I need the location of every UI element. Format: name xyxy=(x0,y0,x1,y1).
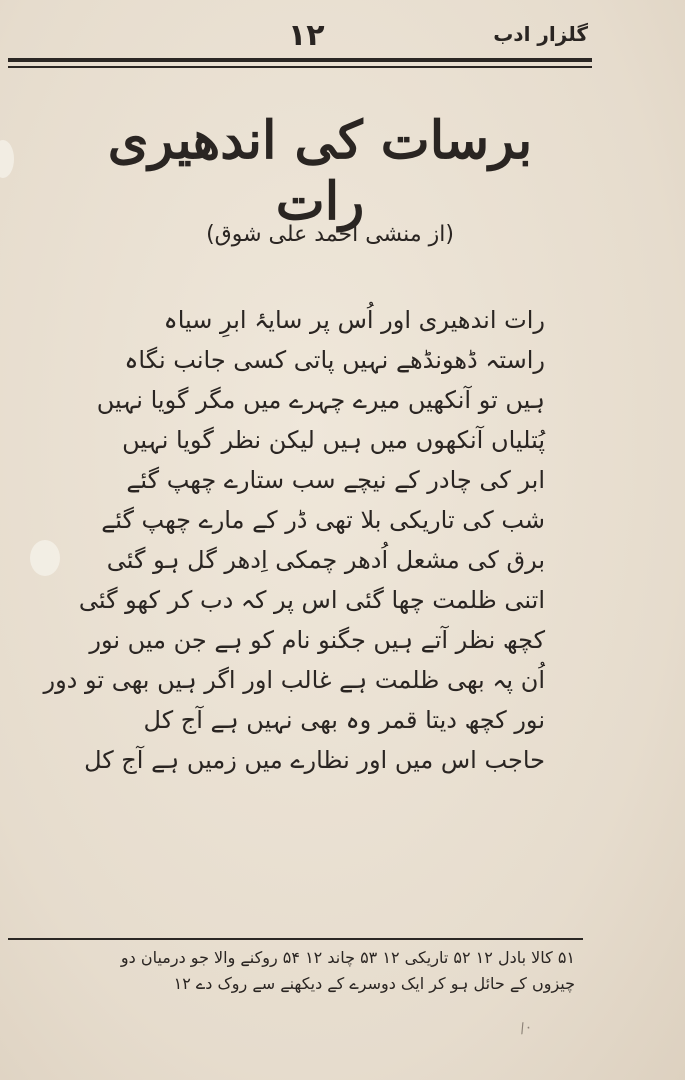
page-header xyxy=(8,18,596,58)
verse-line: ابر کی چادر کے نیچے سب ستارے چھپ گئے xyxy=(126,466,545,494)
verse-line: اُن پہ بھی ظلمت ہے غالب اور اگر ہیں بھی تو دور xyxy=(43,666,545,694)
page-number: ۱۲ xyxy=(288,18,325,53)
footnotes xyxy=(20,945,575,997)
verse-line: حاجب اس میں اور نظارے میں زمیں ہے آج کل xyxy=(84,746,545,774)
verse-line: نور کچھ دیتا قمر وہ بھی نہیں ہے آج کل xyxy=(143,706,545,734)
journal-name: گلزار ادب xyxy=(493,22,588,46)
footnote-rule xyxy=(8,938,583,940)
verse-line: برق کی مشعل اُدھر چمکی اِدھر گل ہو گئی xyxy=(106,546,545,574)
verse-line: رات اندھیری اور اُس پر سایۂ ابرِ سیاہ xyxy=(163,306,545,334)
verse-line: اتنی ظلمت چھا گئی اس پر کہ دب کر کھو گئی xyxy=(78,586,545,614)
footnote-line: ۵۱ کالا بادل ۱۲ ۵۲ تاریکی ۱۲ ۵۳ چاند ۱۲ ۵۴ روکنے والا جو درمیان دو xyxy=(120,948,575,967)
paper-spot xyxy=(0,140,14,178)
poem-verses xyxy=(43,300,545,780)
footnote-line: چیزوں کے حائل ہو کر ایک دوسرے کے دیکھنے سے روک دے ۱۲ xyxy=(173,974,575,993)
header-rule-top xyxy=(8,58,592,62)
poem-author: (از منشی احمد علی شوق) xyxy=(206,222,454,247)
verse-line: راستہ ڈھونڈھے نہیں پاتی کسی جانب نگاہ xyxy=(124,346,545,374)
poem-title: برسات کی اندھیری رات xyxy=(107,110,533,232)
paper-spot xyxy=(30,540,60,576)
header-rule-bottom xyxy=(8,66,592,68)
margin-mark: /۰ xyxy=(518,1018,534,1038)
verse-line: شب کی تاریکی بلا تھی ڈر کے مارے چھپ گئے xyxy=(101,506,545,534)
verse-line: ہیں تو آنکھیں میرے چہرے میں مگر گویا نہیں xyxy=(96,386,545,414)
verse-line: پُتلیاں آنکھوں میں ہیں لیکن نظر گویا نہیں xyxy=(122,426,545,454)
verse-line: کچھ نظر آتے ہیں جگنو نام کو ہے جن میں نور xyxy=(89,626,545,654)
